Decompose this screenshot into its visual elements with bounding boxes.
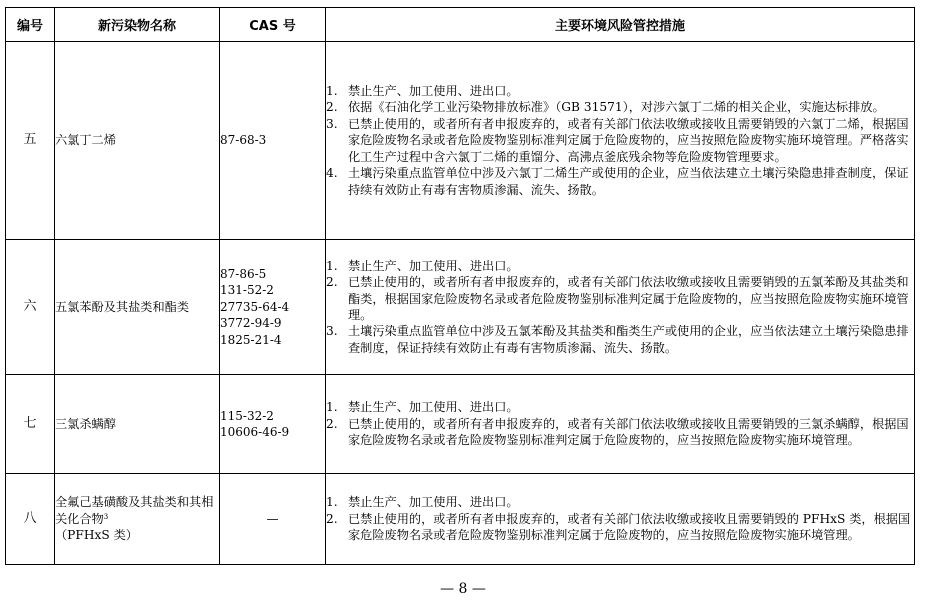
cas-number: 27735-64-4 [220, 299, 290, 314]
cas-number: 115-32-2 [220, 408, 274, 423]
measure-index: 2. [326, 416, 338, 431]
cas-numbers [220, 42, 326, 240]
table-header-row [6, 8, 915, 42]
row-number: 七 [6, 375, 55, 474]
measure-item [326, 494, 914, 510]
measure-text: 已禁止使用的，或者所有者申报废弃的，或者有关部门依法收缴或接收且需要销毁的 PFHxS 类，根据国家危险废物名录或者危险废物鉴别标准判定属于危险废物的，应当按照危险废物实施环境管理。 [348, 511, 911, 543]
control-measures [326, 375, 915, 474]
pollutant-abbreviation: （PFHxS 类） [55, 528, 138, 543]
cas-numbers [220, 240, 326, 375]
row-number: 五 [6, 42, 55, 240]
measure-text: 土壤污染重点监管单位中涉及五氯苯酚及其盐类和酯类生产或使用的企业，应当依法建立土壤污染隐患排查制度，保证持续有效防止有毒有害物质渗漏、流失、扬散。 [348, 324, 909, 355]
table-row [6, 240, 915, 375]
measure-text: 依据《石油化学工业污染物排放标准》（GB 31571），对涉六氯丁二烯的相关企业，实施达标排放。 [348, 100, 885, 115]
cas-number: 3772-94-9 [220, 316, 282, 331]
measure-text: 禁止生产、加工使用、进出口。 [348, 495, 519, 510]
header-cas: CAS 号 [220, 8, 326, 42]
row-number: 八 [6, 474, 55, 565]
cas-numbers [220, 474, 326, 565]
control-measures [326, 474, 915, 565]
cas-numbers [220, 375, 326, 474]
pollutant-control-table [5, 7, 915, 565]
footnote-marker: 3 [103, 512, 109, 521]
cas-number: 87-68-3 [220, 133, 267, 148]
pollutant-name-cell [55, 474, 220, 565]
measure-index: 1. [326, 258, 338, 273]
measure-text: 已禁止使用的，或者所有者申报废弃的，或者有关部门依法收缴或接收且需要销毁的六氯丁二烯，根据国家危险废物名录或者危险废物鉴别标准判定属于危险废物的，应当按照危险废物实施环境管理。严格落实化工生产过程中含六氯丁二烯的重馏分、高沸点釜底残余物等危险废物管理要求。 [348, 116, 909, 164]
control-measures [326, 42, 915, 240]
measure-index: 3. [326, 116, 338, 131]
measure-index: 1. [326, 400, 338, 415]
measure-item [326, 258, 914, 274]
measure-item [326, 274, 914, 323]
measure-index: 2. [326, 511, 338, 526]
measure-index: 4. [326, 166, 338, 181]
measure-item [326, 511, 914, 544]
measure-index: 1. [326, 495, 338, 510]
pollutant-name: 六氯丁二烯 [55, 42, 220, 240]
measure-item [326, 116, 914, 165]
table-row [6, 375, 915, 474]
measure-text: 土壤污染重点监管单位中涉及六氯丁二烯生产或使用的企业，应当依法建立土壤污染隐患排查制度，保证持续有效防止有毒有害物质渗漏、流失、扬散。 [348, 166, 909, 197]
control-measures [326, 240, 915, 375]
measure-text: 禁止生产、加工使用、进出口。 [348, 258, 519, 273]
table-row [6, 42, 915, 240]
measure-index: 3. [326, 324, 338, 339]
cas-number: 10606-46-9 [220, 425, 290, 439]
measure-item [326, 323, 914, 356]
header-number: 编号 [6, 8, 55, 42]
measure-index: 2. [326, 100, 338, 115]
cas-dash: — [266, 511, 279, 526]
measure-text: 已禁止使用的，或者所有者申报废弃的，或者有关部门依法收缴或接收且需要销毁的五氯苯酚及其盐类和酯类，根据国家危险废物名录或者危险废物鉴别标准判定属于危险废物的，应当按照危险废物实施环境管理。 [348, 275, 909, 322]
measure-text: 禁止生产、加工使用、进出口。 [348, 84, 519, 99]
cas-number: 1825-21-4 [220, 332, 282, 347]
pollutant-name: 三氯杀螨醇 [55, 375, 220, 474]
pollutant-name: 全氟己基磺酸及其盐类和其相关化合物 [55, 495, 214, 526]
cas-number: 87-86-5 [220, 266, 267, 281]
measure-text: 已禁止使用的，或者所有者申报废弃的，或者有关部门依法收缴或接收且需要销毁的三氯杀螨醇，根据国家危险废物名录或者危险废物鉴别标准判定属于危险废物的，应当按照危险废物实施环境管理。 [348, 416, 909, 448]
header-name: 新污染物名称 [55, 8, 220, 42]
measure-item [326, 83, 914, 99]
table-row [6, 474, 915, 565]
measure-item [326, 165, 914, 198]
row-number: 六 [6, 240, 55, 375]
pollutant-name: 五氯苯酚及其盐类和酯类 [55, 240, 220, 375]
measure-text: 禁止生产、加工使用、进出口。 [348, 400, 519, 415]
header-measures: 主要环境风险管控措施 [326, 8, 915, 42]
measure-item [326, 99, 914, 115]
measure-index: 2. [326, 275, 338, 290]
measure-item [326, 416, 914, 449]
cas-number: 131-52-2 [220, 283, 274, 298]
page-number: — 8 — [440, 581, 486, 597]
measure-index: 1. [326, 84, 338, 99]
measure-item [326, 399, 914, 415]
